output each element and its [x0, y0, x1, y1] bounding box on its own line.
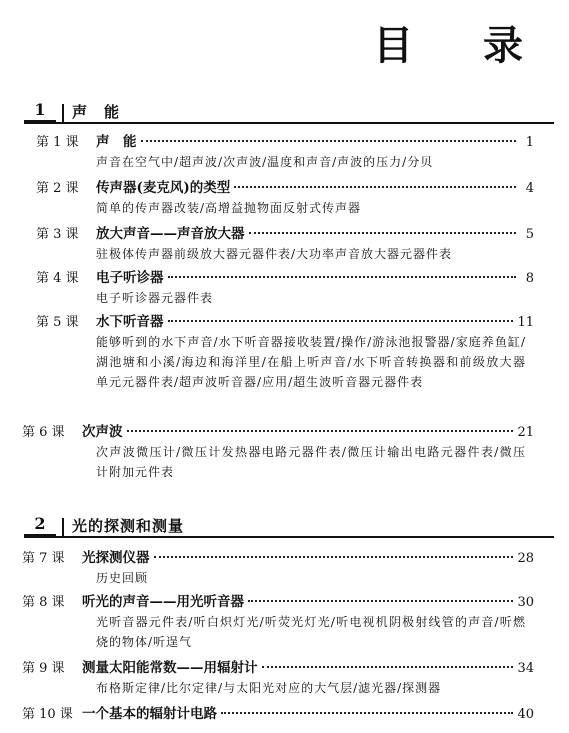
- toc-entry-lesson-7[interactable]: [22, 546, 534, 568]
- toc-entry-lesson-8[interactable]: [22, 590, 534, 612]
- lesson-title: 听光的声音——用光听音器: [82, 594, 244, 610]
- lesson-label: 第 5 课: [36, 315, 79, 330]
- page-number: 28: [517, 551, 534, 566]
- chapter-rule: [24, 122, 554, 124]
- chapter-name: 声 能: [72, 103, 121, 121]
- dot-leader: [127, 430, 514, 432]
- dot-leader: [141, 140, 517, 142]
- page-title: 目 录: [373, 22, 551, 69]
- chapter-number: 2: [24, 514, 56, 538]
- chapter-heading-2: [24, 512, 554, 538]
- lesson-title: 光探测仪器: [82, 550, 150, 566]
- lesson-description: 简单的传声器改装/高增益抛物面反射式传声器: [96, 201, 362, 215]
- lesson-label: 第 1 课: [36, 135, 79, 150]
- toc-entry-lesson-1[interactable]: [36, 130, 534, 152]
- toc-entry-lesson-9[interactable]: [22, 656, 534, 678]
- lesson-label: 第 2 课: [36, 181, 79, 196]
- chapter-divider: [62, 104, 64, 122]
- dot-leader: [154, 556, 514, 558]
- page-number: 1: [525, 135, 534, 150]
- toc-entry-lesson-3[interactable]: [36, 222, 534, 244]
- lesson-description: 布格斯定律/比尔定律/与太阳光对应的大气层/滤光器/探测器: [96, 681, 442, 695]
- chapter-divider: [62, 518, 64, 536]
- lesson-title: 次声波: [82, 424, 123, 440]
- lesson-description: 声音在空气中/超声波/次声波/温度和声音/声波的压力/分贝: [96, 155, 434, 169]
- lesson-label: 第 6 课: [22, 425, 65, 440]
- dot-leader: [262, 666, 514, 668]
- dot-leader: [234, 186, 516, 188]
- page-number: 34: [517, 661, 534, 676]
- page-number: 5: [525, 227, 534, 242]
- toc-entry-lesson-2[interactable]: [36, 176, 534, 198]
- chapter-name: 光的探测和测量: [72, 517, 185, 535]
- dot-leader: [221, 712, 513, 714]
- lesson-title: 放大声音——声音放大器: [96, 226, 245, 242]
- dot-leader: [168, 276, 517, 278]
- toc-entry-lesson-6[interactable]: [22, 420, 534, 442]
- lesson-label: 第 10 课: [22, 707, 73, 722]
- toc-entry-lesson-5[interactable]: [36, 310, 534, 332]
- lesson-title: 一个基本的辐射计电路: [82, 706, 217, 722]
- page-number: 8: [525, 271, 534, 286]
- lesson-label: 第 9 课: [22, 661, 65, 676]
- lesson-description: 光听音器元件表/听白炽灯光/听荧光灯光/听电视机阴极射线管的声音/听燃烧的物体/听逞气: [96, 615, 526, 649]
- toc-entry-lesson-10[interactable]: [22, 702, 534, 724]
- page-number: 11: [517, 315, 534, 330]
- page-number: 21: [517, 425, 534, 440]
- lesson-title: 测量太阳能常数——用辐射计: [82, 660, 258, 676]
- chapter-rule: [24, 536, 554, 538]
- lesson-title: 水下听音器: [96, 314, 164, 330]
- dot-leader: [168, 320, 514, 322]
- lesson-label: 第 8 课: [22, 595, 65, 610]
- lesson-label: 第 4 课: [36, 271, 79, 286]
- lesson-label: 第 3 课: [36, 227, 79, 242]
- lesson-title: 声 能: [96, 134, 137, 150]
- toc-entry-lesson-4[interactable]: [36, 266, 534, 288]
- dot-leader: [249, 232, 517, 234]
- lesson-description: 能够听到的水下声音/水下听音器接收装置/操作/游泳池报警器/家庭养鱼缸/湖池塘和小溪/海边和海洋里/在船上听声音/水下听音转换器和前级放大器单元元器件表/超声波听音器/应用/超生波听音器元器件表: [96, 335, 526, 389]
- lesson-title: 传声器(麦克风)的类型: [96, 180, 231, 196]
- page-number: 40: [517, 707, 534, 722]
- page-number: 4: [525, 181, 534, 196]
- dot-leader: [248, 600, 513, 602]
- lesson-title: 电子听诊器: [96, 270, 164, 286]
- lesson-description: 驻极体传声器前级放大器元器件表/大功率声音放大器元器件表: [96, 247, 453, 261]
- page-number: 30: [517, 595, 534, 610]
- lesson-label: 第 7 课: [22, 551, 65, 566]
- chapter-number: 1: [24, 100, 56, 124]
- lesson-description: 历史回顾: [96, 571, 149, 585]
- chapter-heading-1: [24, 98, 554, 124]
- lesson-description: 电子听诊器元器件表: [96, 291, 214, 305]
- lesson-description: 次声波微压计/微压计发热器电路元器件表/微压计输出电路元器件表/微压计附加元件表: [96, 445, 526, 479]
